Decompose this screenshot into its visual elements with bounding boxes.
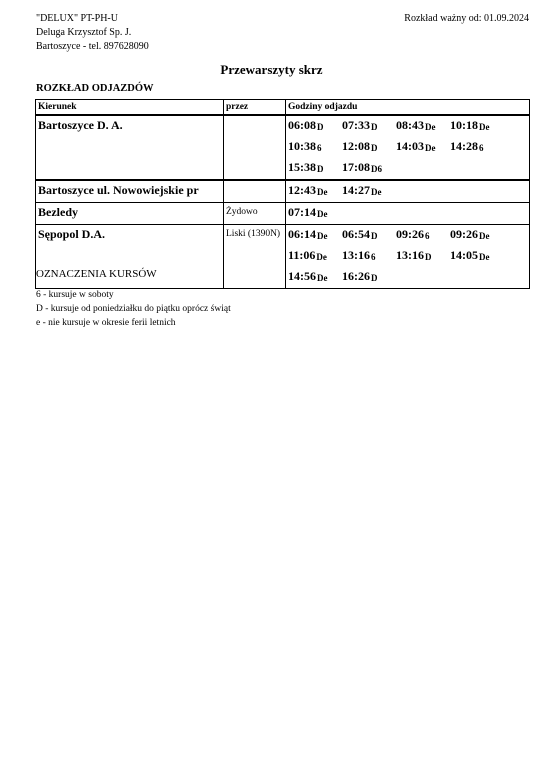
departure-mark: D [317,164,324,174]
table-row [36,115,530,180]
row-direction: Sępopol D.A. [36,225,224,289]
company-phone: Bartoszyce - tel. 897628090 [36,41,149,52]
departure-time: 07:14 [288,205,316,219]
header-via: przez [224,100,286,116]
departure [288,203,342,224]
section-title: ROZKŁAD ODJAZDÓW [36,83,154,94]
departure-time: 13:16 [396,248,424,262]
table-row [36,203,530,225]
company-owner: Deluga Krzysztof Sp. J. [36,27,132,38]
departure [396,137,450,158]
departure [288,225,342,246]
legend-title: OZNACZENIA KURSÓW [36,268,157,280]
departure-time: 14:28 [450,139,478,153]
row-direction: Bartoszyce D. A. [36,115,224,180]
row-direction: Bezledy [36,203,224,225]
legend-item-d: D - kursuje od poniedziałku do piątku oprócz świąt [36,304,231,314]
departure-mark: D6 [371,164,382,174]
row-via [224,115,286,180]
departure-mark: 6 [317,143,322,153]
departure-mark: De [317,187,328,197]
row-via: Liski (1390N) [224,225,286,289]
table-row [36,180,530,203]
row-via: Żydowo [224,203,286,225]
departure-time: 10:38 [288,139,316,153]
departure-mark: De [371,187,382,197]
departure [396,116,450,137]
departure-time: 16:26 [342,269,370,283]
departure-time: 14:27 [342,183,370,197]
departure-mark: D [371,231,378,241]
departure-mark: 6 [371,252,376,262]
departure [396,246,450,267]
departure-mark: De [425,143,436,153]
departure-time: 09:26 [450,227,478,241]
departure-mark: De [316,252,327,262]
departure-time: 14:05 [450,248,478,262]
departure-mark: D [425,252,432,262]
departure-mark: De [479,252,490,262]
row-departures [286,203,530,225]
departure-time: 06:14 [288,227,316,241]
departure [450,246,496,267]
departure-mark: D [371,273,378,283]
departure-time: 06:08 [288,118,316,132]
table-header-row [36,100,530,116]
departure-time: 14:56 [288,269,316,283]
departure [342,267,396,288]
page-title: Przewarszyty skrz [220,62,323,77]
row-via [224,180,286,203]
departure [342,246,396,267]
valid-from: Rozkład ważny od: 01.09.2024 [404,13,529,24]
departure-mark: De [317,209,328,219]
departure-time: 15:38 [288,160,316,174]
timetable-body [36,115,530,289]
departure-mark: De [479,122,490,132]
row-departures [286,225,530,289]
departure [288,137,342,158]
legend-item-e: e - nie kursuje w okresie ferii letnich [36,318,176,328]
departure [342,116,396,137]
departure-mark: De [479,231,490,241]
departure-mark: D [371,143,378,153]
departure-time: 14:03 [396,139,424,153]
departure [396,225,450,246]
departure [342,225,396,246]
departure [288,181,342,202]
departure-time: 06:54 [342,227,370,241]
departure [342,181,396,202]
departure-time: 08:43 [396,118,424,132]
row-direction: Bartoszyce ul. Nowowiejskie pr [36,180,224,203]
company-name: "DELUX" PT-PH-U [36,13,118,24]
departure-mark: 6 [479,143,484,153]
departure [450,225,496,246]
departure [450,116,496,137]
row-departures [286,115,530,180]
legend-item-6: 6 - kursuje w soboty [36,290,114,300]
departure-time: 13:16 [342,248,370,262]
departure-mark: D [371,122,378,132]
departure-mark: D [317,122,324,132]
departure [288,267,342,288]
departure [450,137,496,158]
departure [288,116,342,137]
departure-time: 07:33 [342,118,370,132]
departure-mark: De [317,273,328,283]
departure-mark: De [317,231,328,241]
row-departures [286,180,530,203]
departure-time: 11:06 [288,248,316,262]
departure [288,158,342,179]
departure-time: 10:18 [450,118,478,132]
header-direction: Kierunek [36,100,224,116]
departure-mark: De [425,122,436,132]
departure-mark: 6 [425,231,430,241]
departure-time: 12:08 [342,139,370,153]
departure [342,158,396,179]
departure [342,137,396,158]
departure-time: 09:26 [396,227,424,241]
header-times: Godziny odjazdu [286,100,530,116]
departure [288,246,342,267]
company-info [36,12,149,54]
departure-time: 12:43 [288,183,316,197]
timetable [35,99,530,289]
departure-time: 17:08 [342,160,370,174]
